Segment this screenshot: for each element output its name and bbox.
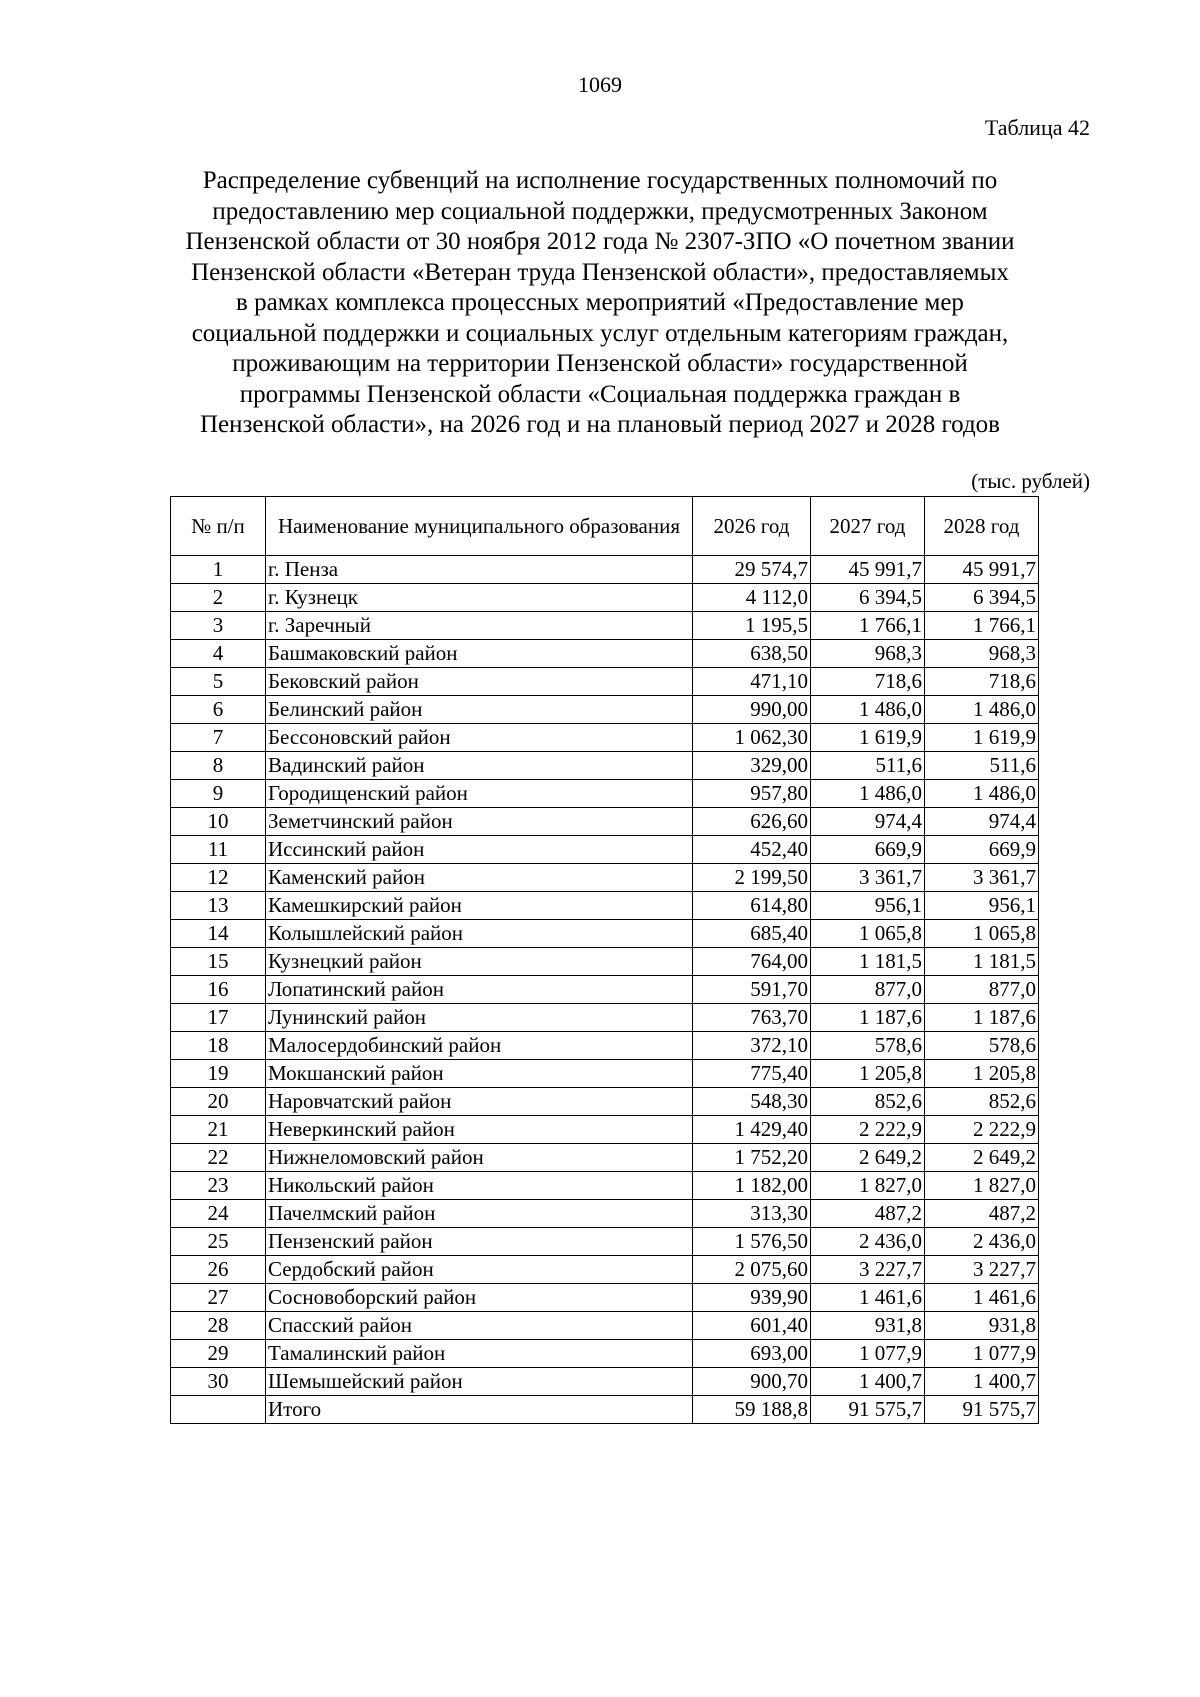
table-row bbox=[171, 1284, 1039, 1312]
cell-name: Шемышейский район bbox=[266, 1368, 693, 1396]
cell-num: 1 bbox=[171, 556, 266, 584]
table-row bbox=[171, 836, 1039, 864]
cell-name: Кузнецкий район bbox=[266, 948, 693, 976]
cell-num: 25 bbox=[171, 1228, 266, 1256]
cell-num: 3 bbox=[171, 612, 266, 640]
cell-2027: 487,2 bbox=[811, 1200, 925, 1228]
cell-2026: 775,40 bbox=[693, 1060, 811, 1088]
cell-name: Городищенский район bbox=[266, 780, 693, 808]
cell-name: Пачелмский район bbox=[266, 1200, 693, 1228]
cell-name: Итого bbox=[266, 1396, 693, 1424]
cell-2027: 669,9 bbox=[811, 836, 925, 864]
cell-num: 30 bbox=[171, 1368, 266, 1396]
cell-2028: 1 205,8 bbox=[925, 1060, 1039, 1088]
cell-name: Спасский район bbox=[266, 1312, 693, 1340]
cell-2028: 91 575,7 bbox=[925, 1396, 1039, 1424]
cell-2028: 852,6 bbox=[925, 1088, 1039, 1116]
table-row bbox=[171, 1116, 1039, 1144]
header-2028: 2028 год bbox=[925, 497, 1039, 556]
table-row bbox=[171, 1088, 1039, 1116]
cell-name: г. Пенза bbox=[266, 556, 693, 584]
cell-2027: 511,6 bbox=[811, 752, 925, 780]
title-line: Пензенской области», на 2026 год и на плановый период 2027 и 2028 годов bbox=[200, 411, 1000, 438]
cell-2026: 452,40 bbox=[693, 836, 811, 864]
cell-2028: 974,4 bbox=[925, 808, 1039, 836]
cell-2026: 548,30 bbox=[693, 1088, 811, 1116]
cell-2027: 968,3 bbox=[811, 640, 925, 668]
cell-name: Никольский район bbox=[266, 1172, 693, 1200]
cell-2027: 974,4 bbox=[811, 808, 925, 836]
cell-num: 29 bbox=[171, 1340, 266, 1368]
cell-num: 12 bbox=[171, 864, 266, 892]
cell-2027: 1 187,6 bbox=[811, 1004, 925, 1032]
cell-2027: 852,6 bbox=[811, 1088, 925, 1116]
cell-2026: 471,10 bbox=[693, 668, 811, 696]
cell-num: 14 bbox=[171, 920, 266, 948]
cell-2026: 1 195,5 bbox=[693, 612, 811, 640]
cell-num: 26 bbox=[171, 1256, 266, 1284]
cell-2026: 59 188,8 bbox=[693, 1396, 811, 1424]
table-header-row bbox=[171, 497, 1039, 556]
cell-name: Лопатинский район bbox=[266, 976, 693, 1004]
table-row bbox=[171, 976, 1039, 1004]
cell-name: Пензенский район bbox=[266, 1228, 693, 1256]
cell-2027: 1 619,9 bbox=[811, 724, 925, 752]
cell-num: 16 bbox=[171, 976, 266, 1004]
cell-num: 19 bbox=[171, 1060, 266, 1088]
cell-2026: 4 112,0 bbox=[693, 584, 811, 612]
cell-2026: 372,10 bbox=[693, 1032, 811, 1060]
cell-2027: 931,8 bbox=[811, 1312, 925, 1340]
cell-2026: 990,00 bbox=[693, 696, 811, 724]
cell-2028: 1 181,5 bbox=[925, 948, 1039, 976]
cell-2028: 877,0 bbox=[925, 976, 1039, 1004]
cell-num: 23 bbox=[171, 1172, 266, 1200]
page-number: 1069 bbox=[578, 72, 622, 97]
cell-num: 22 bbox=[171, 1144, 266, 1172]
cell-2027: 1 486,0 bbox=[811, 696, 925, 724]
table-row bbox=[171, 920, 1039, 948]
table-total-row bbox=[171, 1396, 1039, 1424]
table-row bbox=[171, 556, 1039, 584]
cell-2026: 764,00 bbox=[693, 948, 811, 976]
title-line: в рамках комплекса процессных мероприятий «Предоставление мер bbox=[236, 289, 964, 316]
cell-num: 7 bbox=[171, 724, 266, 752]
cell-name: Иссинский район bbox=[266, 836, 693, 864]
cell-num: 28 bbox=[171, 1312, 266, 1340]
cell-2027: 1 077,9 bbox=[811, 1340, 925, 1368]
cell-2026: 614,80 bbox=[693, 892, 811, 920]
title-line: предоставлению мер социальной поддержки, предусмотренных Законом bbox=[212, 197, 988, 225]
cell-num: 20 bbox=[171, 1088, 266, 1116]
table-row bbox=[171, 696, 1039, 724]
cell-2026: 591,70 bbox=[693, 976, 811, 1004]
table-row bbox=[171, 1228, 1039, 1256]
cell-2028: 45 991,7 bbox=[925, 556, 1039, 584]
cell-2028: 1 187,6 bbox=[925, 1004, 1039, 1032]
cell-2026: 313,30 bbox=[693, 1200, 811, 1228]
table-row bbox=[171, 864, 1039, 892]
header-2026: 2026 год bbox=[693, 497, 811, 556]
cell-name: г. Заречный bbox=[266, 612, 693, 640]
table-row bbox=[171, 1032, 1039, 1060]
units-note: (тыс. рублей) bbox=[971, 469, 1090, 493]
cell-2027: 877,0 bbox=[811, 976, 925, 1004]
cell-2027: 956,1 bbox=[811, 892, 925, 920]
cell-num: 15 bbox=[171, 948, 266, 976]
title-line: Распределение субвенций на исполнение государственных полномочий по bbox=[202, 167, 998, 194]
cell-num: 21 bbox=[171, 1116, 266, 1144]
document-title bbox=[110, 166, 1090, 441]
table-row bbox=[171, 724, 1039, 752]
cell-name: Земетчинский район bbox=[266, 808, 693, 836]
table-row bbox=[171, 1340, 1039, 1368]
cell-2027: 2 649,2 bbox=[811, 1144, 925, 1172]
cell-2028: 3 361,7 bbox=[925, 864, 1039, 892]
table-row bbox=[171, 780, 1039, 808]
cell-num: 5 bbox=[171, 668, 266, 696]
cell-2028: 1 077,9 bbox=[925, 1340, 1039, 1368]
cell-name: Бековский район bbox=[266, 668, 693, 696]
cell-2026: 626,60 bbox=[693, 808, 811, 836]
cell-2027: 6 394,5 bbox=[811, 584, 925, 612]
cell-2028: 669,9 bbox=[925, 836, 1039, 864]
cell-num: 2 bbox=[171, 584, 266, 612]
cell-name: Белинский район bbox=[266, 696, 693, 724]
cell-2027: 3 227,7 bbox=[811, 1256, 925, 1284]
cell-name: Неверкинский район bbox=[266, 1116, 693, 1144]
cell-2027: 1 205,8 bbox=[811, 1060, 925, 1088]
cell-name: Башмаковский район bbox=[266, 640, 693, 668]
cell-name: Каменский район bbox=[266, 864, 693, 892]
cell-2028: 578,6 bbox=[925, 1032, 1039, 1060]
cell-num: 9 bbox=[171, 780, 266, 808]
cell-2028: 3 227,7 bbox=[925, 1256, 1039, 1284]
cell-2026: 1 429,40 bbox=[693, 1116, 811, 1144]
cell-2027: 1 486,0 bbox=[811, 780, 925, 808]
cell-num: 8 bbox=[171, 752, 266, 780]
cell-name: г. Кузнецк bbox=[266, 584, 693, 612]
cell-2026: 1 182,00 bbox=[693, 1172, 811, 1200]
table-row bbox=[171, 1200, 1039, 1228]
cell-2028: 511,6 bbox=[925, 752, 1039, 780]
cell-2026: 2 075,60 bbox=[693, 1256, 811, 1284]
subvention-table bbox=[170, 496, 1039, 1424]
cell-2026: 2 199,50 bbox=[693, 864, 811, 892]
table-row bbox=[171, 1060, 1039, 1088]
cell-name: Бессоновский район bbox=[266, 724, 693, 752]
cell-2028: 1 486,0 bbox=[925, 780, 1039, 808]
title-line: социальной поддержки и социальных услуг отдельным категориям граждан, bbox=[191, 319, 1009, 347]
cell-name: Сердобский район bbox=[266, 1256, 693, 1284]
cell-2027: 2 436,0 bbox=[811, 1228, 925, 1256]
cell-2026: 29 574,7 bbox=[693, 556, 811, 584]
cell-2027: 3 361,7 bbox=[811, 864, 925, 892]
header-num: № п/п bbox=[171, 497, 266, 556]
cell-2026: 638,50 bbox=[693, 640, 811, 668]
table-row bbox=[171, 612, 1039, 640]
cell-name: Вадинский район bbox=[266, 752, 693, 780]
table-row bbox=[171, 584, 1039, 612]
table-row bbox=[171, 1144, 1039, 1172]
title-line: Пензенской области от 30 ноября 2012 года № 2307-ЗПО «О почетном звании bbox=[185, 228, 1015, 255]
cell-name: Наровчатский район bbox=[266, 1088, 693, 1116]
cell-2028: 1 766,1 bbox=[925, 612, 1039, 640]
cell-num: 6 bbox=[171, 696, 266, 724]
header-name: Наименование муниципального образования bbox=[266, 497, 693, 556]
cell-2026: 763,70 bbox=[693, 1004, 811, 1032]
cell-2028: 2 649,2 bbox=[925, 1144, 1039, 1172]
cell-2027: 578,6 bbox=[811, 1032, 925, 1060]
cell-2028: 487,2 bbox=[925, 1200, 1039, 1228]
table-row bbox=[171, 948, 1039, 976]
cell-2027: 1 181,5 bbox=[811, 948, 925, 976]
table-row bbox=[171, 752, 1039, 780]
title-line: Пензенской области «Ветеран труда Пензенской области», предоставляемых bbox=[191, 258, 1009, 286]
table-label: Таблица 42 bbox=[984, 115, 1090, 140]
table-row bbox=[171, 640, 1039, 668]
cell-2028: 1 486,0 bbox=[925, 696, 1039, 724]
cell-2027: 718,6 bbox=[811, 668, 925, 696]
cell-2028: 1 461,6 bbox=[925, 1284, 1039, 1312]
table-row bbox=[171, 892, 1039, 920]
cell-2027: 1 827,0 bbox=[811, 1172, 925, 1200]
cell-2027: 1 065,8 bbox=[811, 920, 925, 948]
cell-2028: 718,6 bbox=[925, 668, 1039, 696]
table-row bbox=[171, 1004, 1039, 1032]
cell-2028: 1 400,7 bbox=[925, 1368, 1039, 1396]
cell-2026: 1 062,30 bbox=[693, 724, 811, 752]
cell-num: 10 bbox=[171, 808, 266, 836]
cell-num: 13 bbox=[171, 892, 266, 920]
table-body bbox=[171, 556, 1039, 1424]
cell-2028: 6 394,5 bbox=[925, 584, 1039, 612]
cell-2026: 693,00 bbox=[693, 1340, 811, 1368]
cell-num: 11 bbox=[171, 836, 266, 864]
cell-2026: 900,70 bbox=[693, 1368, 811, 1396]
cell-2027: 1 766,1 bbox=[811, 612, 925, 640]
header-2027: 2027 год bbox=[811, 497, 925, 556]
table-row bbox=[171, 1256, 1039, 1284]
cell-num: 27 bbox=[171, 1284, 266, 1312]
cell-2026: 601,40 bbox=[693, 1312, 811, 1340]
cell-num: 17 bbox=[171, 1004, 266, 1032]
cell-2028: 968,3 bbox=[925, 640, 1039, 668]
cell-2027: 2 222,9 bbox=[811, 1116, 925, 1144]
cell-2028: 931,8 bbox=[925, 1312, 1039, 1340]
cell-2026: 329,00 bbox=[693, 752, 811, 780]
cell-2028: 2 222,9 bbox=[925, 1116, 1039, 1144]
cell-name: Мокшанский район bbox=[266, 1060, 693, 1088]
cell-name: Лунинский район bbox=[266, 1004, 693, 1032]
cell-2027: 91 575,7 bbox=[811, 1396, 925, 1424]
table-row bbox=[171, 1312, 1039, 1340]
table-row bbox=[171, 668, 1039, 696]
cell-2027: 1 400,7 bbox=[811, 1368, 925, 1396]
cell-2028: 956,1 bbox=[925, 892, 1039, 920]
cell-2028: 2 436,0 bbox=[925, 1228, 1039, 1256]
cell-num: 4 bbox=[171, 640, 266, 668]
cell-2028: 1 065,8 bbox=[925, 920, 1039, 948]
cell-num: 18 bbox=[171, 1032, 266, 1060]
cell-name: Колышлейский район bbox=[266, 920, 693, 948]
cell-name: Сосновоборский район bbox=[266, 1284, 693, 1312]
cell-num bbox=[171, 1396, 266, 1424]
table-row bbox=[171, 1368, 1039, 1396]
table-row bbox=[171, 808, 1039, 836]
cell-num: 24 bbox=[171, 1200, 266, 1228]
cell-name: Тамалинский район bbox=[266, 1340, 693, 1368]
cell-name: Нижнеломовский район bbox=[266, 1144, 693, 1172]
cell-2027: 45 991,7 bbox=[811, 556, 925, 584]
table-row bbox=[171, 1172, 1039, 1200]
cell-2026: 1 576,50 bbox=[693, 1228, 811, 1256]
cell-2026: 685,40 bbox=[693, 920, 811, 948]
title-line: программы Пензенской области «Социальная поддержка граждан в bbox=[239, 380, 961, 408]
cell-name: Камешкирский район bbox=[266, 892, 693, 920]
cell-2028: 1 827,0 bbox=[925, 1172, 1039, 1200]
cell-2026: 1 752,20 bbox=[693, 1144, 811, 1172]
cell-name: Малосердобинский район bbox=[266, 1032, 693, 1060]
cell-2026: 939,90 bbox=[693, 1284, 811, 1312]
cell-2028: 1 619,9 bbox=[925, 724, 1039, 752]
cell-2026: 957,80 bbox=[693, 780, 811, 808]
title-line: проживающим на территории Пензенской области» государственной bbox=[232, 350, 968, 377]
cell-2027: 1 461,6 bbox=[811, 1284, 925, 1312]
